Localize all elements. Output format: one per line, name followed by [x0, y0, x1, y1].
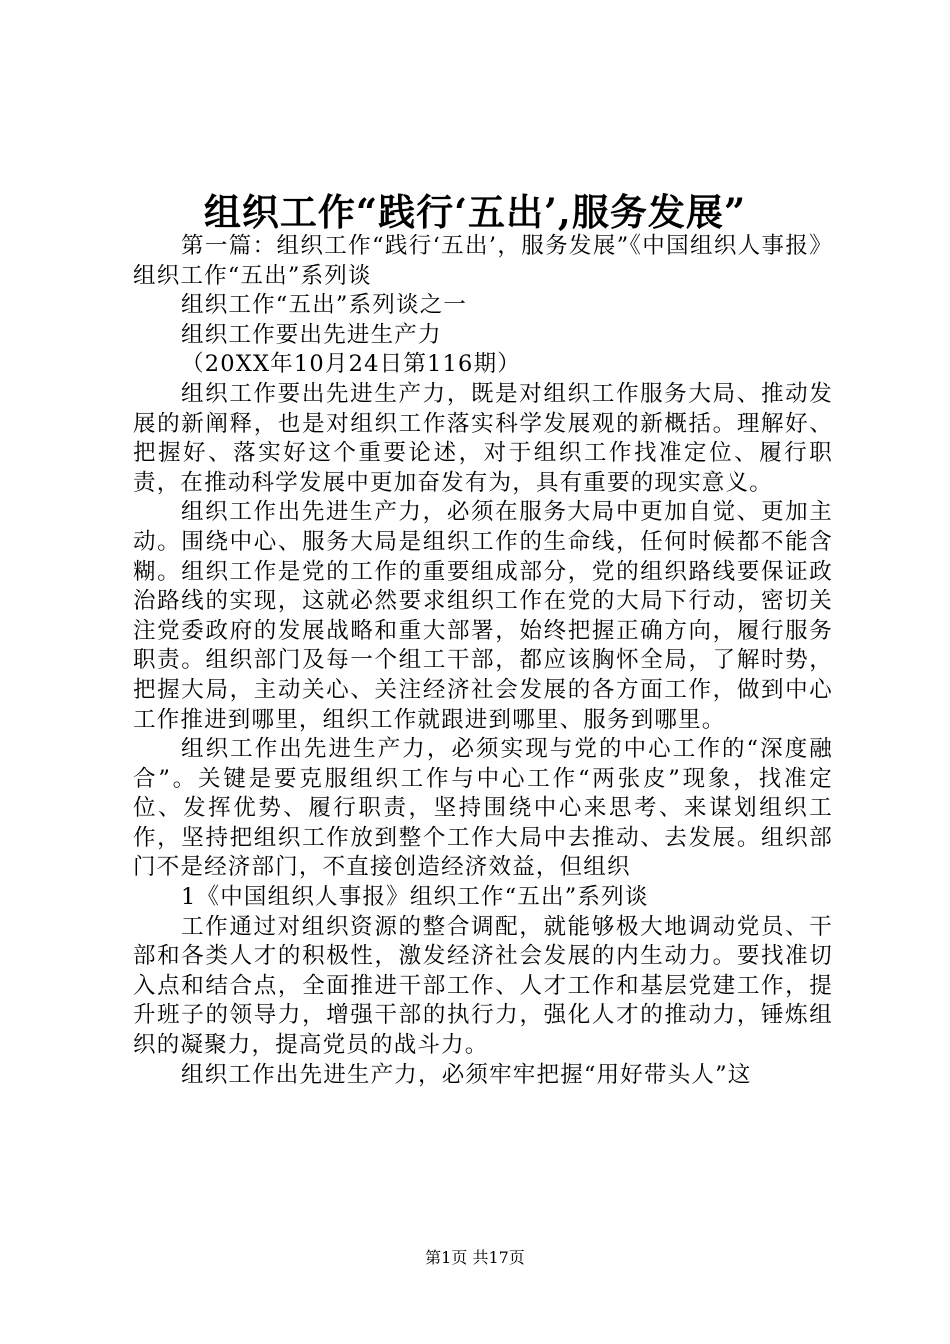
paragraph-issue-date: （20XX年10月24日第116期）: [181, 351, 521, 378]
document-title: 组织工作“践行‘五出’,服务发展”: [203, 190, 747, 234]
paragraph-body: 组织工作出先进生产力，必须在服务大局中更加自觉、更加主动。围绕中心、服务大局是组织工作的生命线，任何时候都不能含糊。组织工作是党的工作的重要组成部分，党的组织路线要保证政治路线的实现，这就必然要求组织工作在党的大局下行动，密切关注党委政府的发展战略和重大部署，始终把握正确方向，履行服务职责。组织部门及每一个组工干部，都应该胸怀全局，了解时势，把握大局，主动关心、关注经济社会发展的各方面工作，做到中心工作推进到哪里，组织工作就跟进到哪里、服务到哪里。: [133, 499, 833, 733]
document-body: [133, 232, 833, 1090]
paragraph-article-title: 组织工作要出先进生产力: [181, 321, 442, 348]
paragraph-body: 组织工作要出先进生产力，既是对组织工作服务大局、推动发展的新阐释，也是对组织工作落实科学发展观的新概括。理解好、把握好、落实好这个重要论述，对于组织工作找准定位、履行职责，在推动科学发展中更加奋发有为，具有重要的现实意义。: [133, 380, 833, 496]
paragraph-body: 组织工作出先进生产力，必须实现与党的中心工作的“深度融合”。关键是要克服组织工作与中心工作“两张皮”现象，找准定位、发挥优势、履行职责，坚持围绕中心来思考、来谋划组织工作，坚持把组织工作放到整个工作大局中去推动、去发展。组织部门不是经济部门，不直接创造经济效益，但组织: [133, 736, 833, 881]
paragraph-body: 组织工作出先进生产力，必须牢牢把握“用好带头人”这: [181, 1061, 752, 1088]
paragraph-intro: 第一篇：组织工作“践行‘五出’，服务发展”《中国组织人事报》组织工作“五出”系列谈: [133, 233, 833, 289]
paragraph-body: 工作通过对组织资源的整合调配，就能够极大地调动党员、干部和各类人才的积极性，激发经济社会发展的内生动力。要找准切入点和结合点，全面推进干部工作、人才工作和基层党建工作，提升班子的领导力，增强干部的执行力，强化人才的推动力，锤炼组织的凝聚力，提高党员的战斗力。: [133, 913, 833, 1059]
paragraph-series-title: 组织工作“五出”系列谈之一: [181, 292, 468, 319]
page-footer: 第1页 共17页: [425, 1248, 525, 1267]
paragraph-running-header: 1《中国组织人事报》组织工作“五出”系列谈: [181, 884, 649, 911]
